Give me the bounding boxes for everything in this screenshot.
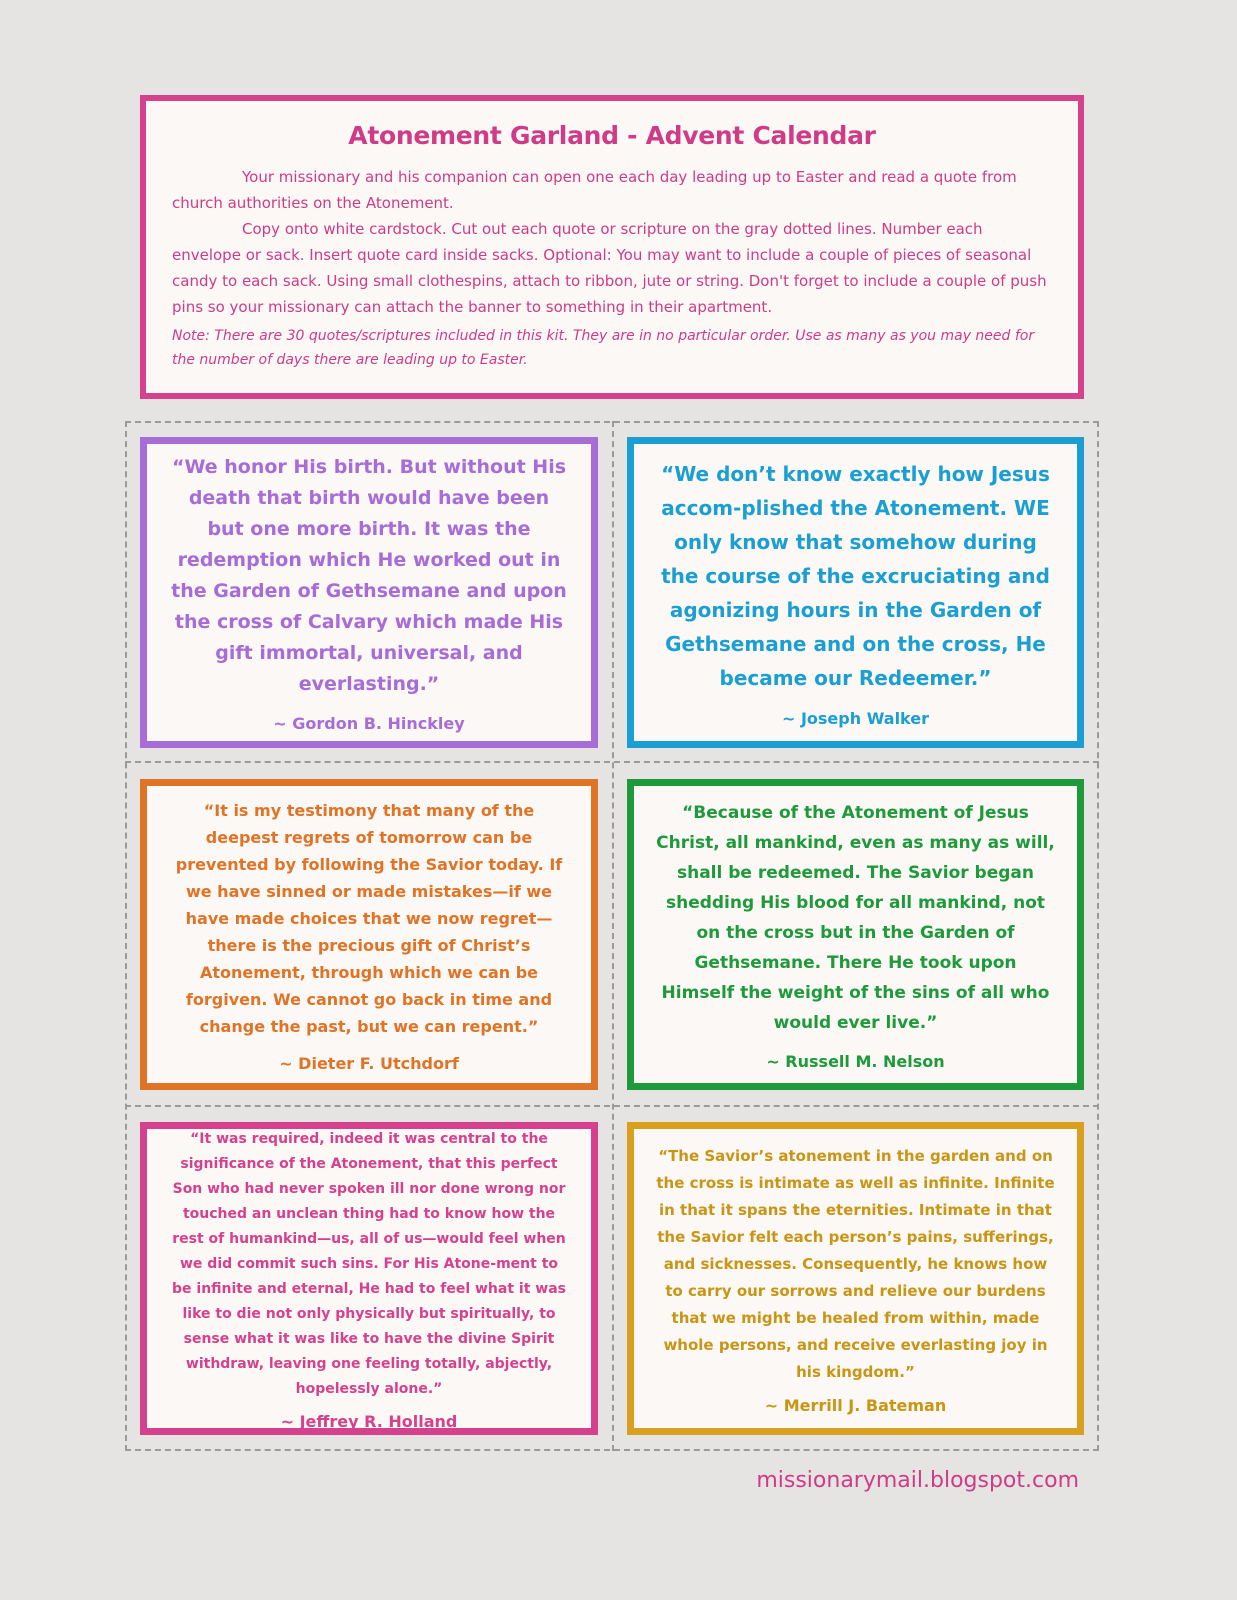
cut-line-horizontal-2 [125, 1105, 1099, 1107]
blog-url: missionarymail.blogspot.com [756, 1468, 1079, 1493]
quote-author: ~ Dieter F. Utchdorf [279, 1053, 459, 1073]
intro-paragraph: Your missionary and his companion can open one each day leading up to Easter and read a quote from church authorities on the Atonement. [172, 168, 1017, 212]
instructions-paragraph: Copy onto white cardstock. Cut out each quote or scripture on the gray dotted lines. Number each envelope or sack. Insert quote card inside sacks. Optional: You may want to include a couple of pieces of seasonal candy to each sack. Using small clothespins, attach to ribbon, jute or string. Don't forget to include a couple of push pins so your missionary can attach the banner to something in their apartment. [172, 220, 1047, 316]
page-title: Atonement Garland - Advent Calendar [348, 121, 876, 150]
quote-card-bateman [627, 1122, 1084, 1435]
quote-card-nelson [627, 779, 1084, 1090]
quote-card-walker [627, 437, 1084, 748]
note-text: Note: There are 30 quotes/scriptures included in this kit. They are in no particular order. Use as many as you may need for the number of days there are leading up to Easter. [172, 328, 1035, 368]
quote-text: “It is my testimony that many of the deepest regrets of tomorrow can be prevented by following the Savior today. If we have sinned or made mistakes—if we have made choices that we now regret—there is the precious gift of Christ’s Atonement, through which we can be forgiven. We cannot go back in time and change the past, but we can repent.” [175, 800, 563, 1036]
quote-author: ~ Joseph Walker [781, 709, 930, 728]
quote-text: “We honor His birth. But without His death that birth would have been but one more birth. It was the redemption which He worked out in the Garden of Gethsemane and upon the cross of Calvary which made His gift immortal, universal, and everlasting.” [171, 456, 567, 695]
quote-card-utchdorf [140, 779, 598, 1090]
quote-text: “Because of the Atonement of Jesus Christ, all mankind, even as many as will, shall be redeemed. The Savior began shedding His blood for all mankind, not on the cross but in the Garden of Gethsemane. There He took upon Himself the weight of the sins of all who would ever live.” [656, 803, 1055, 1033]
cut-line-horizontal-1 [125, 761, 1099, 763]
quote-text: “It was required, indeed it was central to the significance of the Atonement, that this perfect Son who had never spoken ill nor done wrong nor touched an unclean thing had to know how the rest of humankind—us, all of us—would feel when we did commit such sins. For His Atone-ment to be infinite and eternal, He had to feel what it was like to die not only physically but spiritually, to sense what it was like to have the divine Spirit withdraw, leaving one feeling totally, abjectly, hopelessly alone.” [172, 1130, 566, 1397]
quote-author: ~ Gordon B. Hinckley [273, 714, 465, 733]
instructions-panel [140, 95, 1084, 399]
quote-card-holland [140, 1122, 598, 1435]
quote-text: “The Savior’s atonement in the garden and on the cross is intimate as well as infinite. Infinite in that it spans the eternities. Intimate in that the Savior felt each person’s pains, sufferings, and sicknesses. Consequently, he knows how to carry our sorrows and relieve our burdens that we might be healed from within, made whole persons, and receive everlasting joy in his kingdom.” [656, 1146, 1055, 1381]
quote-text: “We don’t know exactly how Jesus accom-plished the Atonement. WE only know that somehow during the course of the excruciating and agonizing hours in the Garden of Gethsemane and on the cross, He became our Redeemer.” [661, 462, 1050, 690]
quote-author: ~ Russell M. Nelson [766, 1052, 945, 1071]
quote-card-hinckley [140, 437, 598, 748]
cut-line-vertical [612, 421, 614, 1451]
quote-author: ~ Merrill J. Bateman [764, 1395, 947, 1415]
quote-author: ~ Jeffrey R. Holland [280, 1411, 458, 1431]
